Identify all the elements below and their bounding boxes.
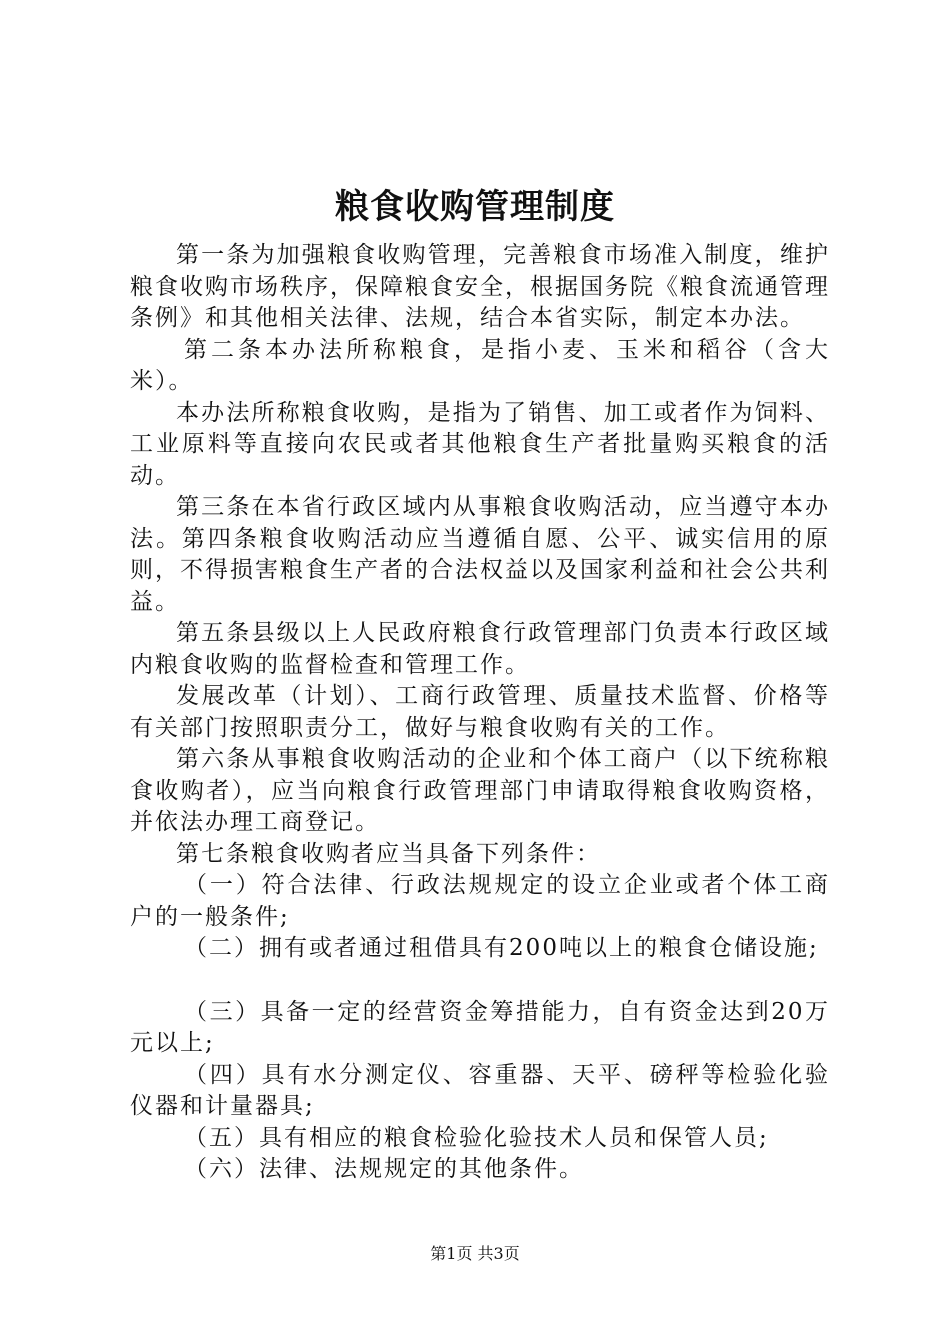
condition-6: （六）法律、法规规定的其他条件。 [184, 1156, 585, 1182]
document-body [130, 240, 830, 1186]
paragraph-article-5: 第五条县级以上人民政府粮食行政管理部门负责本行政区域内粮食收购的监督检查和管理工作。 [130, 620, 830, 678]
paragraph-article-6: 第六条从事粮食收购活动的企业和个体工商户（以下统称粮食收购者），应当向粮食行政管理部门申请取得粮食收购资格，并依法办理工商登记。 [130, 746, 830, 835]
condition-5: （五）具有相应的粮食检验化验技术人员和保管人员; [184, 1124, 769, 1151]
page-footer: 第1页 共3页 [430, 1244, 520, 1263]
condition-1: （一）符合法律、行政法规规定的设立企业或者个体工商户的一般条件; [130, 872, 830, 930]
condition-4: （四）具有水分测定仪、容重器、天平、磅秤等检验化验仪器和计量器具; [130, 1061, 830, 1119]
paragraph-article-3-4: 第三条在本省行政区域内从事粮食收购活动，应当遵守本办法。第四条粮食收购活动应当遵循自愿、公平、诚实信用的原则，不得损害粮食生产者的合法权益以及国家利益和社会公共利益。 [130, 494, 830, 615]
paragraph-article-2: 第二条本办法所称粮食，是指小麦、玉米和稻谷（含大米）。 [130, 336, 830, 394]
paragraph-grain-purchase-definition: 本办法所称粮食收购，是指为了销售、加工或者作为饲料、工业原料等直接向农民或者其他粮食生产者批量购买粮食的活动。 [130, 399, 830, 489]
paragraph-article-1: 第一条为加强粮食收购管理，完善粮食市场准入制度，维护粮食收购市场秩序，保障粮食安全，根据国务院《粮食流通管理条例》和其他相关法律、法规，结合本省实际，制定本办法。 [130, 242, 830, 331]
paragraph-article-7: 第七条粮食收购者应当具备下列条件： [176, 840, 601, 867]
document-title: 粮食收购管理制度 [335, 187, 615, 227]
condition-3: （三）具备一定的经营资金筹措能力，自有资金达到20万元以上; [130, 998, 830, 1056]
condition-2: （二）拥有或者通过租借具有200吨以上的粮食仓储设施; [184, 935, 819, 961]
paragraph-departments: 发展改革（计划）、工商行政管理、质量技术监督、价格等有关部门按照职责分工，做好与粮食收购有关的工作。 [130, 683, 830, 741]
